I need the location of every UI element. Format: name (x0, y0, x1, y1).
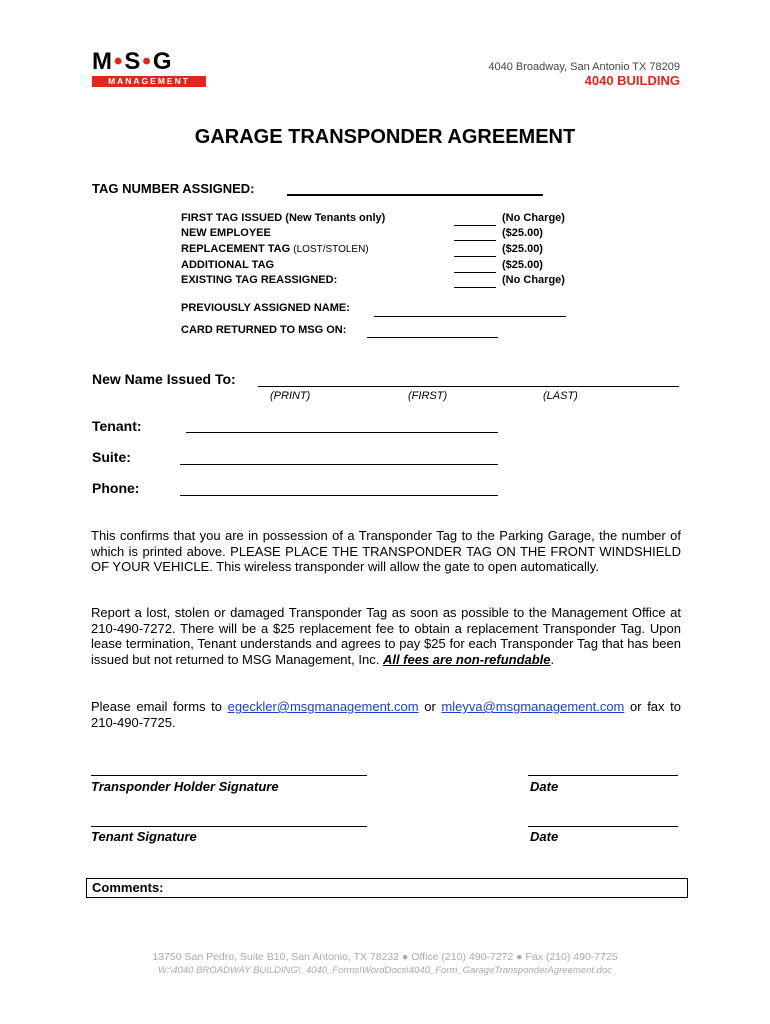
option-price: (No Charge) (502, 274, 565, 286)
paragraph-period: . (550, 651, 555, 667)
option-price: ($25.00) (502, 259, 543, 271)
logo-dot: • (142, 48, 153, 75)
option-existing-tag (181, 274, 337, 286)
logo-letter-g: G (152, 48, 174, 75)
paragraph-confirmation: This confirms that you are in possession of a Transponder Tag to the Parking Garage, the number of which is printed above. PLEASE PLACE THE TRANSPONDER TAG ON THE FRONT WINDSHIELD OF YOUR VEHICLE. This wireless transponder will allow the gate to open automatically. (91, 528, 681, 574)
card-returned-field[interactable] (367, 337, 498, 338)
comments-box[interactable] (86, 878, 688, 898)
option-label: NEW EMPLOYEE (181, 227, 271, 239)
option-new-employee-blank[interactable] (454, 240, 496, 241)
previously-assigned-field[interactable] (374, 316, 566, 317)
header-building: 4040 BUILDING (584, 73, 680, 88)
new-name-label: New Name Issued To: (92, 371, 236, 387)
suite-field[interactable] (180, 464, 498, 465)
date-label-1: Date (530, 779, 559, 794)
comments-label: Comments: (92, 880, 164, 895)
non-refundable-notice: All fees are non-refundable (382, 651, 551, 667)
header-address: 4040 Broadway, San Antonio TX 78209 (488, 61, 680, 73)
logo-letter-s: S (124, 48, 143, 75)
new-name-field[interactable] (258, 386, 679, 387)
email-prefix: Please email forms to (91, 699, 228, 714)
option-replacement-blank[interactable] (454, 256, 496, 257)
option-price: ($25.00) (502, 243, 543, 255)
tenant-signature-line[interactable] (91, 826, 367, 827)
tag-number-label: TAG NUMBER ASSIGNED: (92, 181, 255, 196)
first-column-label: (FIRST) (408, 390, 448, 402)
card-returned-label: CARD RETURNED TO MSG ON: (181, 324, 347, 336)
option-replacement-tag (181, 243, 369, 255)
paragraph-replacement (91, 605, 681, 667)
date-label-2: Date (530, 829, 559, 844)
phone-field[interactable] (180, 495, 498, 496)
option-label: ADDITIONAL TAG (181, 259, 275, 271)
previously-assigned-label: PREVIOUSLY ASSIGNED NAME: (181, 302, 350, 314)
option-first-tag-blank[interactable] (454, 225, 496, 226)
print-column-label: (PRINT) (270, 390, 311, 402)
paragraph-replacement-text: Report a lost, stolen or damaged Transponder Tag as soon as possible to the Management Office at 210-490-7272. There will be a $25 replacement fee to obtain a replacement Transponder Tag. Upon lease termination, Tenant understands and agrees to pay $25 for each Transponder Tag that has been issued but not returned to MSG Management, Inc. (91, 605, 681, 667)
msg-logo (92, 50, 206, 87)
page-title: GARAGE TRANSPONDER AGREEMENT (194, 126, 576, 148)
paragraph-email (91, 699, 681, 730)
option-label: FIRST TAG ISSUED (New Tenants only) (181, 212, 386, 224)
logo-letters (92, 50, 206, 74)
holder-signature-line[interactable] (91, 775, 367, 776)
option-price: (No Charge) (502, 212, 565, 224)
tenant-signature-label: Tenant Signature (91, 829, 197, 844)
date-line-1[interactable] (528, 775, 678, 776)
logo-letter-m: M (92, 48, 114, 75)
tag-number-field[interactable] (287, 194, 543, 196)
email-link-egeckler[interactable]: egeckler@msgmanagement.com (227, 699, 419, 714)
footer-address: 13750 San Pedro, Suite B10, San Antonio, TX 78232 ● Office (210) 490-7272 ● Fax (210) 490-7725 (152, 951, 618, 963)
option-new-employee (181, 227, 271, 239)
suite-label: Suite: (92, 449, 131, 465)
date-line-2[interactable] (528, 826, 678, 827)
option-additional-tag (181, 259, 274, 271)
email-suffix: or fax to 210-490-7725. (91, 699, 681, 730)
tenant-label: Tenant: (92, 418, 142, 434)
logo-dot: • (114, 48, 125, 75)
email-separator: or (418, 699, 442, 714)
option-price: ($25.00) (502, 227, 543, 239)
holder-signature-label: Transponder Holder Signature (91, 779, 279, 794)
option-first-tag (181, 212, 385, 224)
phone-label: Phone: (92, 480, 140, 496)
logo-subtitle: MANAGEMENT (92, 76, 206, 87)
option-label: REPLACEMENT TAG (181, 243, 294, 255)
option-existing-blank[interactable] (454, 287, 496, 288)
tenant-field[interactable] (186, 432, 498, 433)
footer-file-path: W:\4040 BROADWAY BUILDING\_4040_Forms\WordDocs\4040_Form_GarageTransponderAgreement.doc (158, 965, 612, 976)
option-label: EXISTING TAG REASSIGNED: (181, 274, 338, 286)
option-note: (LOST/STOLEN) (293, 244, 369, 255)
last-column-label: (LAST) (543, 390, 578, 402)
email-link-mleyva[interactable]: mleyva@msgmanagement.com (441, 699, 625, 714)
option-additional-blank[interactable] (454, 272, 496, 273)
